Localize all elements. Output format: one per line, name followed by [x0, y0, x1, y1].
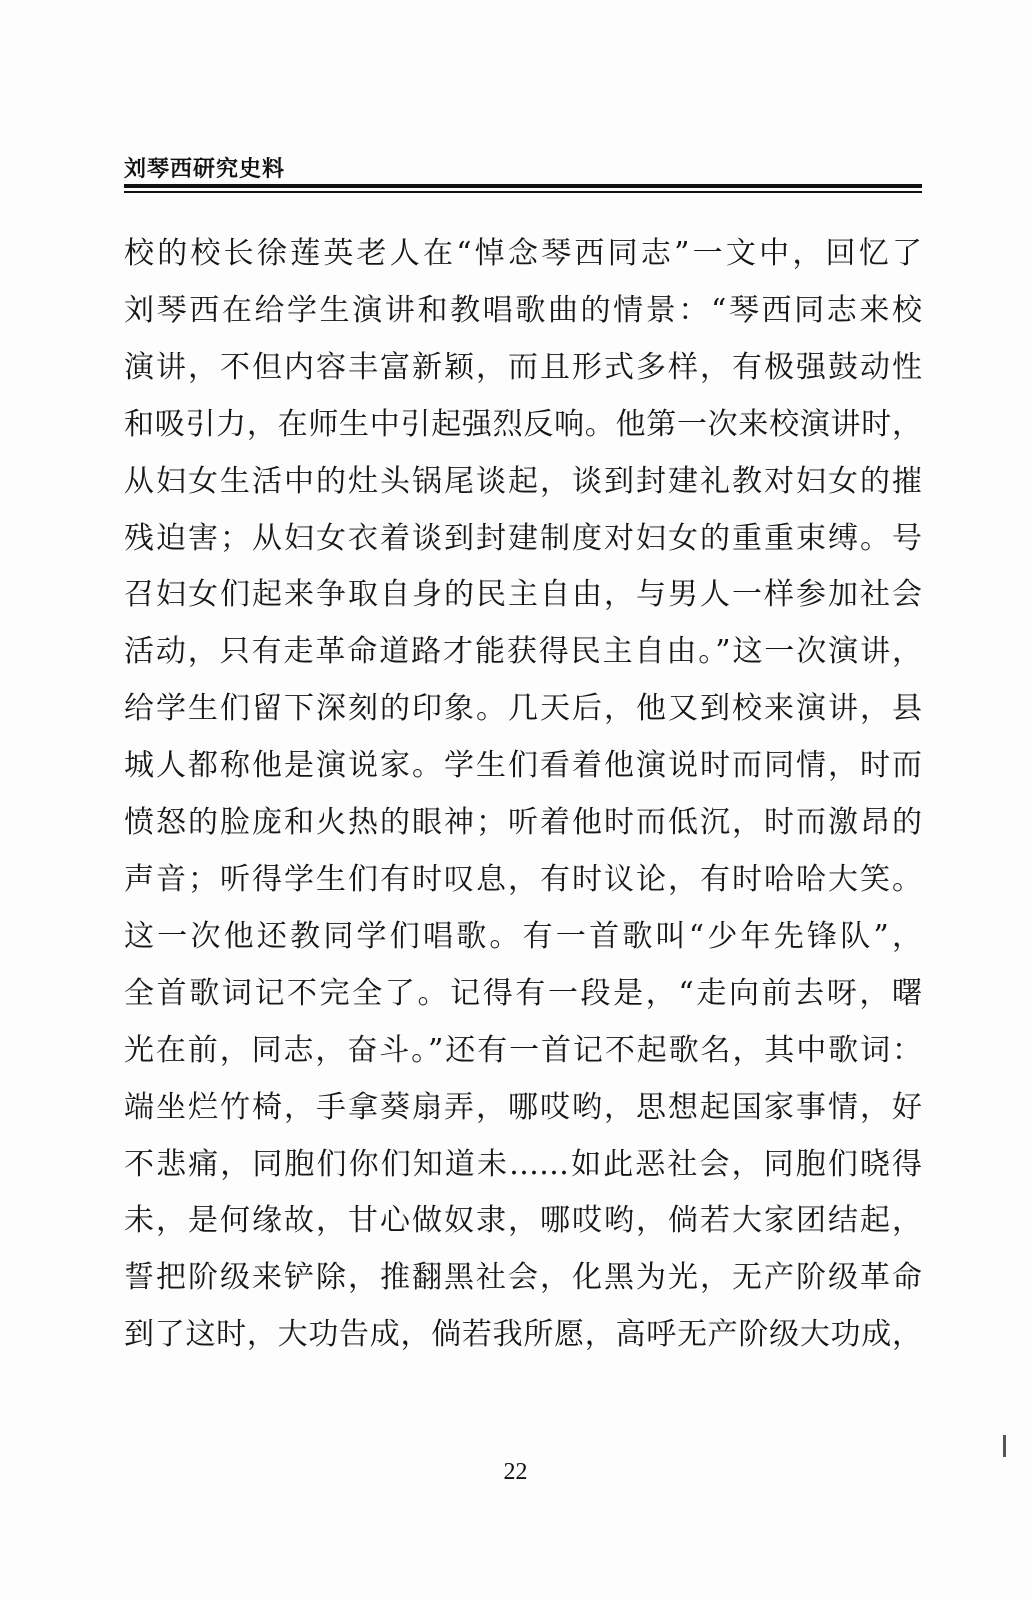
text-line: 愤怒的脸庞和火热的眼神；听着他时而低沉，时而激昂的 — [124, 805, 922, 841]
text-line: 给学生们留下深刻的印象。几天后，他又到校来演讲，县 — [124, 691, 922, 727]
text-line: 到了这时，大功告成，倘若我所愿，高呼无产阶级大功成， — [124, 1317, 922, 1353]
text-line: 残迫害；从妇女衣着谈到封建制度对妇女的重重束缚。号 — [124, 520, 922, 556]
text-line: 誓把阶级来铲除，推翻黑社会，化黑为光，无产阶级革命 — [124, 1260, 922, 1296]
page-number: 22 — [503, 1459, 528, 1485]
text-line: 未，是何缘故，甘心做奴隶，哪哎哟，倘若大家团结起， — [124, 1203, 922, 1239]
text-line: 召妇女们起来争取自身的民主自由，与男人一样参加社会 — [124, 577, 922, 613]
text-line: 声音；听得学生们有时叹息，有时议论，有时哈哈大笑。 — [124, 861, 922, 897]
header-rule-thick — [124, 184, 922, 188]
text-line: 活动，只有走革命道路才能获得民主自由。”这一次演讲， — [124, 634, 922, 670]
text-line: 不悲痛，同胞们你们知道未……如此恶社会，同胞们晓得 — [124, 1146, 922, 1182]
scan-edge-mark — [1003, 1435, 1006, 1457]
text-line: 校的校长徐莲英老人在“悼念琴西同志”一文中，回忆了 — [124, 236, 922, 271]
text-line: 演讲，不但内容丰富新颖，而且形式多样，有极强鼓动性 — [124, 349, 922, 385]
text-line: 端坐烂竹椅，手拿葵扇弄，哪哎哟，思想起国家事情，好 — [124, 1089, 922, 1125]
text-line: 光在前，同志，奋斗。”还有一首记不起歌名，其中歌词： — [124, 1032, 922, 1068]
running-header: 刘琴西研究史料 — [124, 157, 286, 182]
text-line: 全首歌词记不完全了。记得有一段是，“走向前去呀，曙 — [124, 975, 922, 1011]
text-line: 刘琴西在给学生演讲和教唱歌曲的情景：“琴西同志来校 — [124, 292, 922, 328]
text-line: 城人都称他是演说家。学生们看着他演说时而同情，时而 — [124, 748, 922, 784]
header-rule-thin — [124, 191, 922, 193]
text-line: 和吸引力，在师生中引起强烈反响。他第一次来校演讲时， — [124, 406, 922, 442]
text-line: 这一次他还教同学们唱歌。有一首歌叫“少年先锋队”， — [124, 918, 922, 954]
text-line: 从妇女生活中的灶头锅尾谈起，谈到封建礼教对妇女的摧 — [124, 463, 922, 499]
body-text — [124, 226, 922, 1364]
